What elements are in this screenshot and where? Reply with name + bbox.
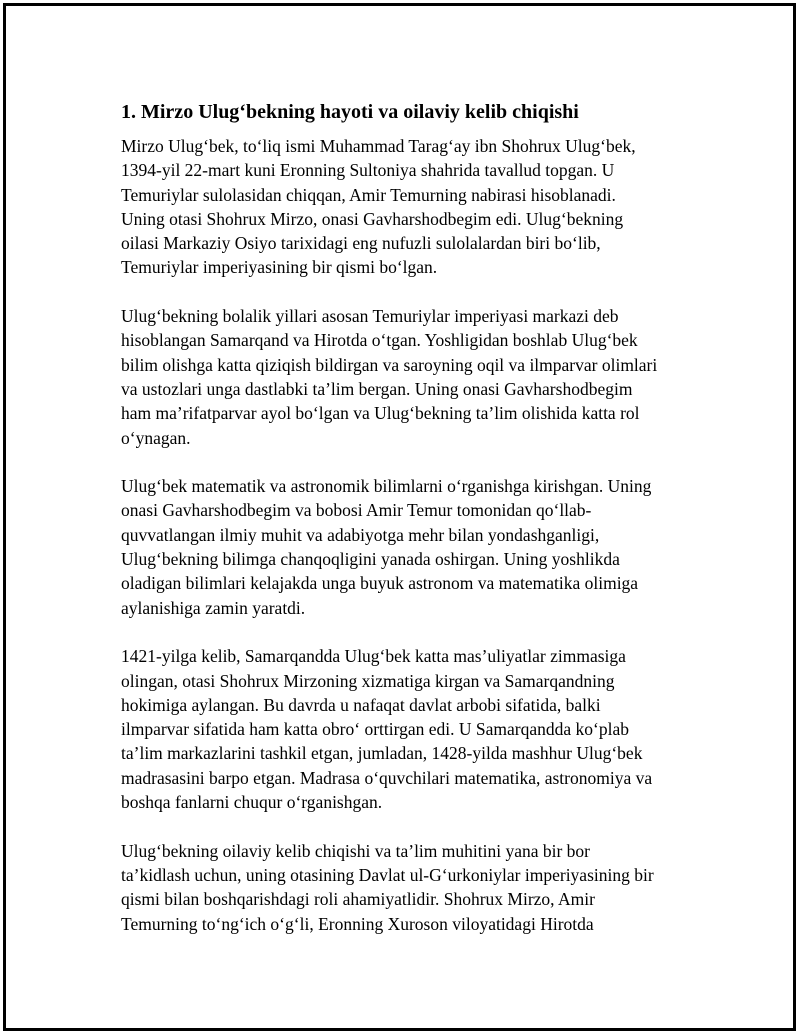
paragraph — [121, 839, 706, 936]
paragraph — [121, 474, 706, 620]
paragraph-line: Ulug‘bekning oilaviy kelib chiqishi va ta’lim muhitini yana bir bor — [121, 840, 591, 861]
paragraph — [121, 134, 706, 280]
paragraph-line: boshqa fanlarni chuqur o‘rganishgan. — [121, 792, 383, 813]
paragraph — [121, 644, 706, 814]
paragraph-line: hokimiga aylangan. Bu davrda u nafaqat davlat arbobi sifatida, balki — [121, 694, 601, 715]
paragraph-line: quvvatlangan ilmiy muhit va adabiyotga mehr bilan yondashganligi, — [121, 524, 600, 545]
paragraph-line: qismi bilan boshqarishdagi roli ahamiyatlidir. Shohrux Mirzo, Amir — [121, 889, 595, 910]
paragraph-list — [121, 134, 706, 936]
paragraph-line: Ulug‘bekning bilimga chanqoqligini yanada oshirgan. Uning yoshlikda — [121, 549, 620, 570]
paragraph-line: bilim olishga katta qiziqish bildirgan va saroyning oqil va ilmparvar olimlari — [121, 354, 658, 375]
paragraph-line: 1394-yil 22-mart kuni Eronning Sultoniya shahrida tavallud topgan. U — [121, 160, 615, 181]
paragraph-line: Ulug‘bekning bolalik yillari asosan Temuriylar imperiyasi markazi deb — [121, 306, 619, 327]
paragraph-line: oladigan bilimlari kelajakda unga buyuk astronom va matematika olimiga — [121, 573, 639, 594]
paragraph-line: Uning otasi Shohrux Mirzo, onasi Gavharshodbegim edi. Ulug‘bekning — [121, 208, 624, 229]
paragraph-line: madrasasini barpo etgan. Madrasa o‘quvchilari matematika, astronomiya va — [121, 767, 653, 788]
section-heading: 1. Mirzo Ulug‘bekning hayoti va oilaviy kelib chiqishi — [121, 101, 579, 123]
paragraph-line: o‘ynagan. — [121, 427, 191, 448]
paragraph-line: Mirzo Ulug‘bek, to‘liq ismi Muhammad Tarag‘ay ibn Shohrux Ulug‘bek, — [121, 136, 636, 156]
paragraph-line: 1421-yilga kelib, Samarqandda Ulug‘bek katta mas’uliyatlar zimmasiga — [121, 646, 626, 667]
document-body — [121, 99, 706, 960]
paragraph-line: Temuriylar imperiyasining bir qismi bo‘lgan. — [121, 257, 438, 278]
paragraph-line: ham ma’rifatparvar ayol bo‘lgan va Ulug‘bekning ta’lim olishida katta rol — [121, 403, 640, 424]
page-frame — [3, 3, 796, 1031]
paragraph-line: ta’kidlash uchun, uning otasining Davlat ul-G‘urkoniylar imperiyasining bir — [121, 864, 654, 885]
paragraph-line: olingan, otasi Shohrux Mirzoning xizmatiga kirgan va Samarqandning — [121, 670, 615, 691]
paragraph-line: aylanishiga zamin yaratdi. — [121, 597, 306, 618]
paragraph-line: Temurning to‘ng‘ich o‘g‘li, Eronning Xuroson viloyatidagi Hirotda — [121, 913, 594, 934]
paragraph-line: oilasi Markaziy Osiyo tarixidagi eng nufuzli sulolalardan biri bo‘lib, — [121, 233, 601, 254]
paragraph-line: hisoblangan Samarqand va Hirotda o‘tgan. Yoshligidan boshlab Ulug‘bek — [121, 330, 638, 351]
paragraph-line: va ustozlari unga dastlabki ta’lim bergan. Uning onasi Gavharshodbegim — [121, 378, 633, 399]
paragraph-line: Temuriylar sulolasidan chiqqan, Amir Temurning nabirasi hisoblanadi. — [121, 184, 616, 205]
paragraph-line: onasi Gavharshodbegim va bobosi Amir Temur tomonidan qo‘llab- — [121, 500, 592, 521]
paragraph-line: ta’lim markazlarini tashkil etgan, jumladan, 1428-yilda mashhur Ulug‘bek — [121, 743, 643, 764]
paragraph — [121, 304, 706, 450]
paragraph-line: ilmparvar sifatida ham katta obro‘ orttirgan edi. U Samarqandda ko‘plab — [121, 719, 629, 740]
paragraph-line: Ulug‘bek matematik va astronomik bilimlarni o‘rganishga kirishgan. Uning — [121, 476, 652, 497]
